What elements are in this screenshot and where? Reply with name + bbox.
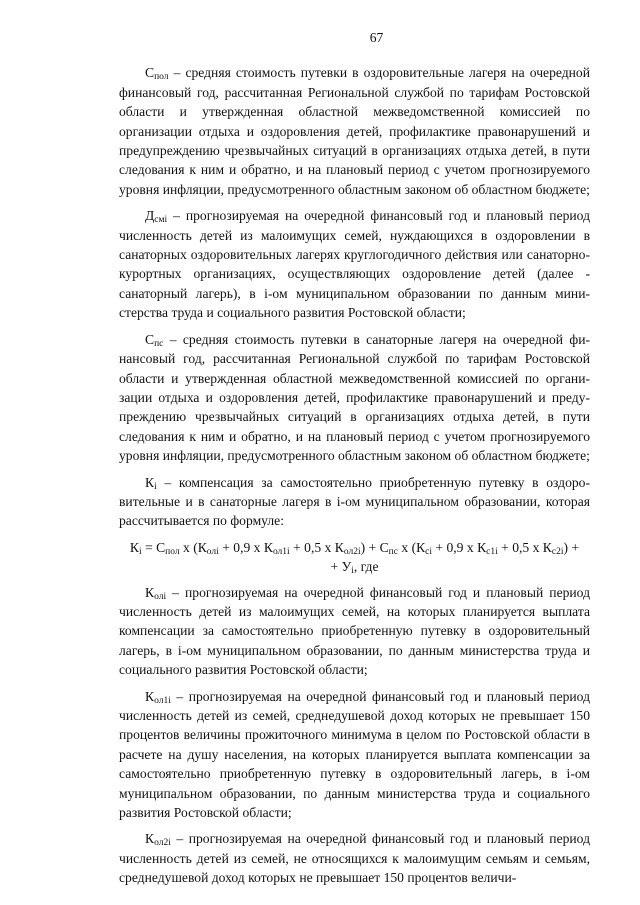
formula-subscript: i — [138, 546, 142, 557]
definitions-before-formula — [119, 63, 590, 530]
formula-text: + 0,9 х К — [218, 539, 273, 555]
formula-subscript: пс — [388, 546, 398, 557]
definition-text: – прогнозируемая на очередной финансовый год и плановый период численность детей из семей, среднедушевой доход которых не превышает 150 процентов величины прожиточного минимума в целом по Ростовской области в расчете на душу населения, на которых планируется выплата компенсации за самостоятельно приобретенную путевку в оздоровительный лагерь, в i-ом муниципальном образовании, по данным министерства труда и социального развития Ростовской области; — [119, 688, 590, 821]
formula-subscript: с2i — [551, 546, 564, 557]
formula-subscript: ол1i — [272, 546, 290, 557]
variable-symbol: К — [145, 688, 155, 704]
formula-line-2 — [119, 557, 590, 576]
variable-subscript: пс — [154, 338, 164, 349]
formula — [119, 538, 590, 577]
definition-text: – компенсация за самостоятельно приобретенную путевку в оздоровительные и в санаторные лагеря в i-ом муниципальном образовании, которая рассчитывается по формуле: — [119, 474, 590, 529]
variable-subscript: ол1i — [154, 695, 171, 706]
variable-subscript: смi — [154, 215, 168, 226]
variable-subscript: олi — [154, 591, 167, 602]
definition-paragraph — [119, 829, 590, 887]
formula-text: ) + С — [360, 539, 389, 555]
formula-text: К — [129, 539, 139, 555]
definition-text: – средняя стоимость путевки в оздоровительные лагеря на очередной финансовый год, рассчитанная Региональной службой по тарифам Ростовской области и утвержденная областной межведомственной комиссией по организации отдыха и оздоровления детей, профилактике правонарушений и предупреждению чрезвычайных ситуаций в организациях отдыха детей, в пути следования к ним и обратно, и на плановый период с учетом прогнозируемого уровня инфляции, предусмотренного областным законом об областном бюджете; — [119, 65, 590, 197]
formula-text: + У — [330, 559, 352, 575]
formula-subscript: i — [351, 566, 354, 577]
variable-subscript: пол — [154, 72, 169, 83]
variable-symbol: Д — [145, 208, 155, 224]
formula-text: = С — [141, 539, 166, 555]
page-number: 67 — [369, 30, 384, 45]
formula-line-1 — [119, 538, 590, 557]
definition-paragraph — [119, 206, 590, 322]
variable-symbol: К — [145, 474, 155, 490]
formula-subscript: с1i — [486, 546, 498, 557]
formula-subscript: сi — [425, 546, 433, 557]
formula-text: , где — [353, 559, 379, 575]
formula-text: + 0,5 х К — [497, 539, 552, 555]
variable-subscript: i — [154, 481, 157, 492]
formula-subscript: олi — [206, 546, 219, 557]
formula-text: + 0,5 х К — [289, 539, 344, 555]
definition-text: – прогнозируемая на очередной финансовый год и плановый период численность детей из семей, не относящихся к малоимущим семьям и семьям, среднедушевой доход которых не превышает 150 процентов величи- — [119, 831, 590, 886]
definition-text: – прогнозируемая на очередной финансовый год и плановый период численность детей из малоимущих семей, нуждающихся в оздоровлении в санаторных оздоровительных лагерях круглогодичного действия или санаторно-курортных организациях, осуществляющих оздоровление детей (далее - санаторный лагерь), в i-ом муниципальном образовании по данным министерства труда и социального развития Ростовской области; — [119, 208, 590, 321]
variable-symbol: К — [145, 584, 155, 600]
definition-paragraph — [119, 63, 590, 199]
definition-paragraph — [119, 583, 590, 680]
variable-symbol: К — [145, 831, 155, 847]
formula-text: х (К — [397, 539, 426, 555]
definition-paragraph — [119, 687, 590, 823]
formula-subscript: ол2i — [343, 546, 361, 557]
variable-symbol: С — [145, 331, 155, 347]
variable-symbol: С — [145, 65, 155, 81]
definition-paragraph — [119, 330, 590, 466]
formula-subscript: пол — [165, 546, 180, 557]
definition-text: – средняя стоимость путевки в санаторные лагеря на очередной финансовый год, рассчитанная Региональной службой по тарифам Ростовской области и утвержденная областной межведомственной комиссией по организации отдыха и оздоровления детей, профилактике правонарушений и предупреждению чрезвычайных ситуаций в организациях отдыха детей, в пути следования к ним и обратно, и на плановый период с учетом прогнозируемого уровня инфляции, предусмотренного областным законом об областном бюджете; — [119, 331, 590, 464]
formula-text: ) + — [563, 539, 580, 555]
variable-subscript: ол2i — [154, 838, 171, 849]
definitions-after-formula — [119, 583, 590, 888]
definition-text: – прогнозируемая на очередной финансовый год и плановый период численность детей из малоимущих семей, на которых планируется выплата компенсации за самостоятельно приобретенную путевку в оздоровительный лагерь, в i-ом муниципальном образовании, по данным министерства труда и социального развития Ростовской области; — [119, 584, 590, 678]
definition-paragraph — [119, 473, 590, 531]
formula-text: + 0,9 х К — [432, 539, 487, 555]
formula-text: х (К — [179, 539, 207, 555]
